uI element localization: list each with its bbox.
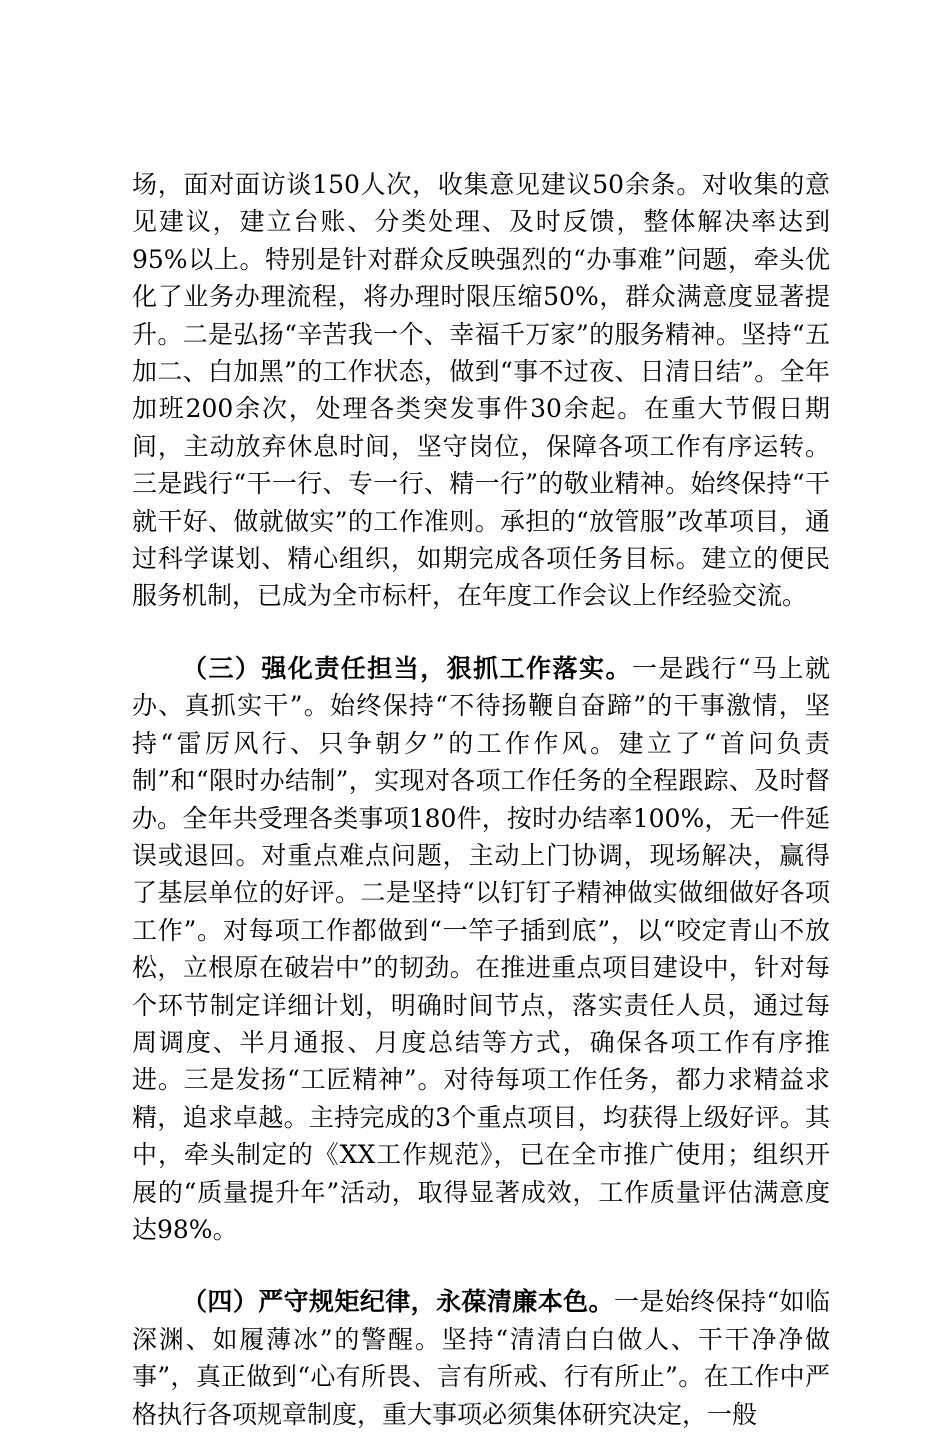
section-heading-three: （三）强化责任担当，狠抓工作落实。: [182, 653, 632, 683]
paragraph-discipline: [132, 1283, 830, 1433]
paragraph-gap: [132, 1248, 830, 1283]
paragraph-responsibility: [132, 650, 830, 1249]
document-body: [132, 166, 830, 1433]
paragraph-text: 一是始终保持“如临深渊、如履薄冰”的警醒。坚持“清清白白做人、干干净净做事”，真正做到“心有所畏、言有所戒、行有所止”。在工作中严格执行各项规章制度，重大事项必须集体研究决定，一般: [132, 1287, 830, 1429]
paragraph-text: 场，面对面访谈150人次，收集意见建议50余条。对收集的意见建议，建立台账、分类处理、及时反馈，整体解决率达到95%以上。特别是针对群众反映强烈的“办事难”问题，牵头优化了业务办理流程，将办理时限压缩50%，群众满意度显著提升。二是弘扬“辛苦我一个、幸福千万家”的服务精神。坚持“五加二、白加黑”的工作状态，做到“事不过夜、日清日结”。全年加班200余次，处理各类突发事件30余起。在重大节假日期间，主动放弃休息时间，坚守岗位，保障各项工作有序运转。三是践行“干一行、专一行、精一行”的敬业精神。始终保持“干就干好、做就做实”的工作准则。承担的“放管服”改革项目，通过科学谋划、精心组织，如期完成各项任务目标。建立的便民服务机制，已成为全市标杆，在年度工作会议上作经验交流。: [132, 170, 830, 611]
paragraph-service-spirit: [132, 166, 830, 615]
paragraph-gap: [132, 615, 830, 650]
paragraph-text: 一是践行“马上就办、真抓实干”。始终保持“不待扬鞭自奋蹄”的干事激情，坚持“雷厉风行、只争朝夕”的工作作风。建立了“首问负责制”和“限时办结制”，实现对各项工作任务的全程跟踪、及时督办。全年共受理各类事项180件，按时办结率100%，无一件延误或退回。对重点难点问题，主动上门协调，现场解决，赢得了基层单位的好评。二是坚持“以钉钉子精神做实做细做好各项工作”。对每项工作都做到“一竿子插到底”，以“咬定青山不放松，立根原在破岩中”的韧劲。在推进重点项目建设中，针对每个环节制定详细计划，明确时间节点，落实责任人员，通过每周调度、半月通报、月度总结等方式，确保各项工作有序推进。三是发扬“工匠精神”。对待每项工作任务，都力求精益求精，追求卓越。主持完成的3个重点项目，均获得上级好评。其中，牵头制定的《XX工作规范》，已在全市推广使用；组织开展的“质量提升年”活动，取得显著成效，工作质量评估满意度达98%。: [132, 653, 830, 1244]
section-heading-four: （四）严守规矩纪律，永葆清廉本色。: [182, 1287, 614, 1317]
